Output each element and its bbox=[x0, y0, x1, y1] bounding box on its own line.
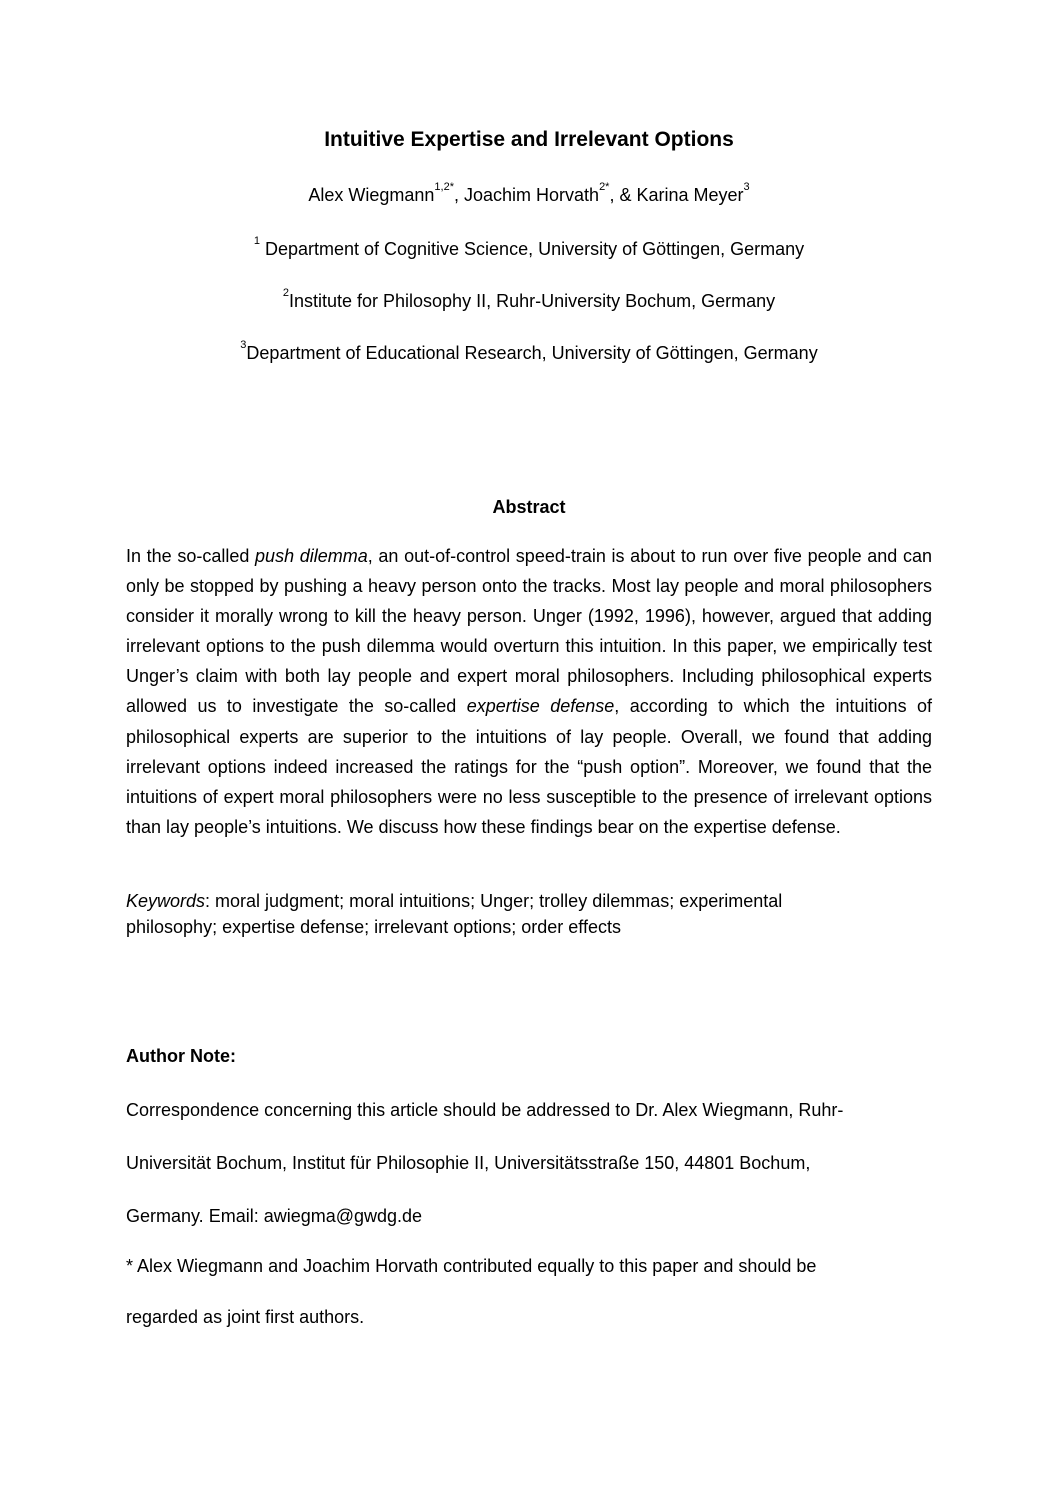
affiliation-3 bbox=[0, 339, 1058, 364]
abstract-emphasis: expertise defense bbox=[466, 696, 615, 717]
affiliation-text: Department of Educational Research, University of Göttingen, Germany bbox=[246, 343, 818, 363]
author-separator: , bbox=[453, 185, 464, 205]
author-name: Joachim Horvath bbox=[464, 185, 600, 205]
author-affiliation-marker: 3 bbox=[743, 181, 750, 193]
affiliation-2 bbox=[0, 287, 1058, 312]
keywords-line: philosophy; expertise defense; irrelevant options; order effects bbox=[126, 917, 621, 937]
author-name: Karina Meyer bbox=[636, 185, 744, 205]
author-note-heading: Author Note: bbox=[126, 1046, 236, 1066]
author-separator: , & bbox=[609, 185, 637, 205]
abstract-text: , an out-of-control speed-train is about to run over five people and can only be stopped by pushing a heavy person onto the tracks. Most lay people and moral philosophers consider it morally wrong to kill the heavy person. Unger (1992, 1996), however, argued that adding irrelevant options to the push dilemma would overturn this intuition. In this paper, we empirically test Unger’s claim with both lay people and expert moral philosophers. Including philosophical experts allowed us to investigate the so-called bbox=[126, 546, 932, 717]
affiliation-1 bbox=[0, 235, 1058, 260]
author-note-line: Germany. Email: awiegma@gwdg.de bbox=[126, 1206, 423, 1226]
author-affiliation-marker: 1,2* bbox=[434, 181, 454, 193]
abstract-heading: Abstract bbox=[492, 497, 566, 517]
abstract-emphasis: push dilemma bbox=[255, 546, 368, 566]
affiliation-marker: 2 bbox=[282, 287, 289, 299]
keywords bbox=[126, 888, 932, 940]
paper-title: Intuitive Expertise and Irrelevant Options bbox=[324, 128, 734, 151]
affiliation-text: Department of Cognitive Science, University of Göttingen, Germany bbox=[259, 239, 805, 259]
author-name: Alex Wiegmann bbox=[308, 185, 435, 205]
abstract-text: In the so-called bbox=[126, 546, 256, 566]
abstract-text: , according to which the intuitions of philosophical experts are superior to the intuitions of lay people. Overall, we found that adding irrelevant options indeed increased the ratings for the “push option”. Moreover, we found that the intuitions of expert moral philosophers were no less susceptible to the presence of irrelevant options than lay people’s intuitions. We discuss how these findings bear on the expertise defense. bbox=[126, 696, 933, 837]
author-list bbox=[0, 181, 1058, 206]
author-note-line: Universität Bochum, Institut für Philosophie II, Universitätsstraße 150, 44801 Bochum, bbox=[126, 1153, 811, 1173]
keywords-line: : moral judgment; moral intuitions; Unger; trolley dilemmas; experimental bbox=[205, 891, 783, 911]
author-note-line: * Alex Wiegmann and Joachim Horvath contributed equally to this paper and should be bbox=[126, 1256, 817, 1276]
author-affiliation-marker: 2* bbox=[599, 181, 610, 193]
affiliation-marker: 3 bbox=[240, 339, 247, 351]
author-note-line: Correspondence concerning this article should be addressed to Dr. Alex Wiegmann, Ruhr- bbox=[126, 1100, 844, 1120]
keywords-label: Keywords bbox=[126, 891, 206, 911]
affiliation-text: Institute for Philosophy II, Ruhr-University Bochum, Germany bbox=[288, 291, 776, 311]
abstract-body bbox=[126, 541, 932, 842]
author-note-line: regarded as joint first authors. bbox=[126, 1307, 365, 1327]
affiliation-marker: 1 bbox=[253, 235, 260, 247]
